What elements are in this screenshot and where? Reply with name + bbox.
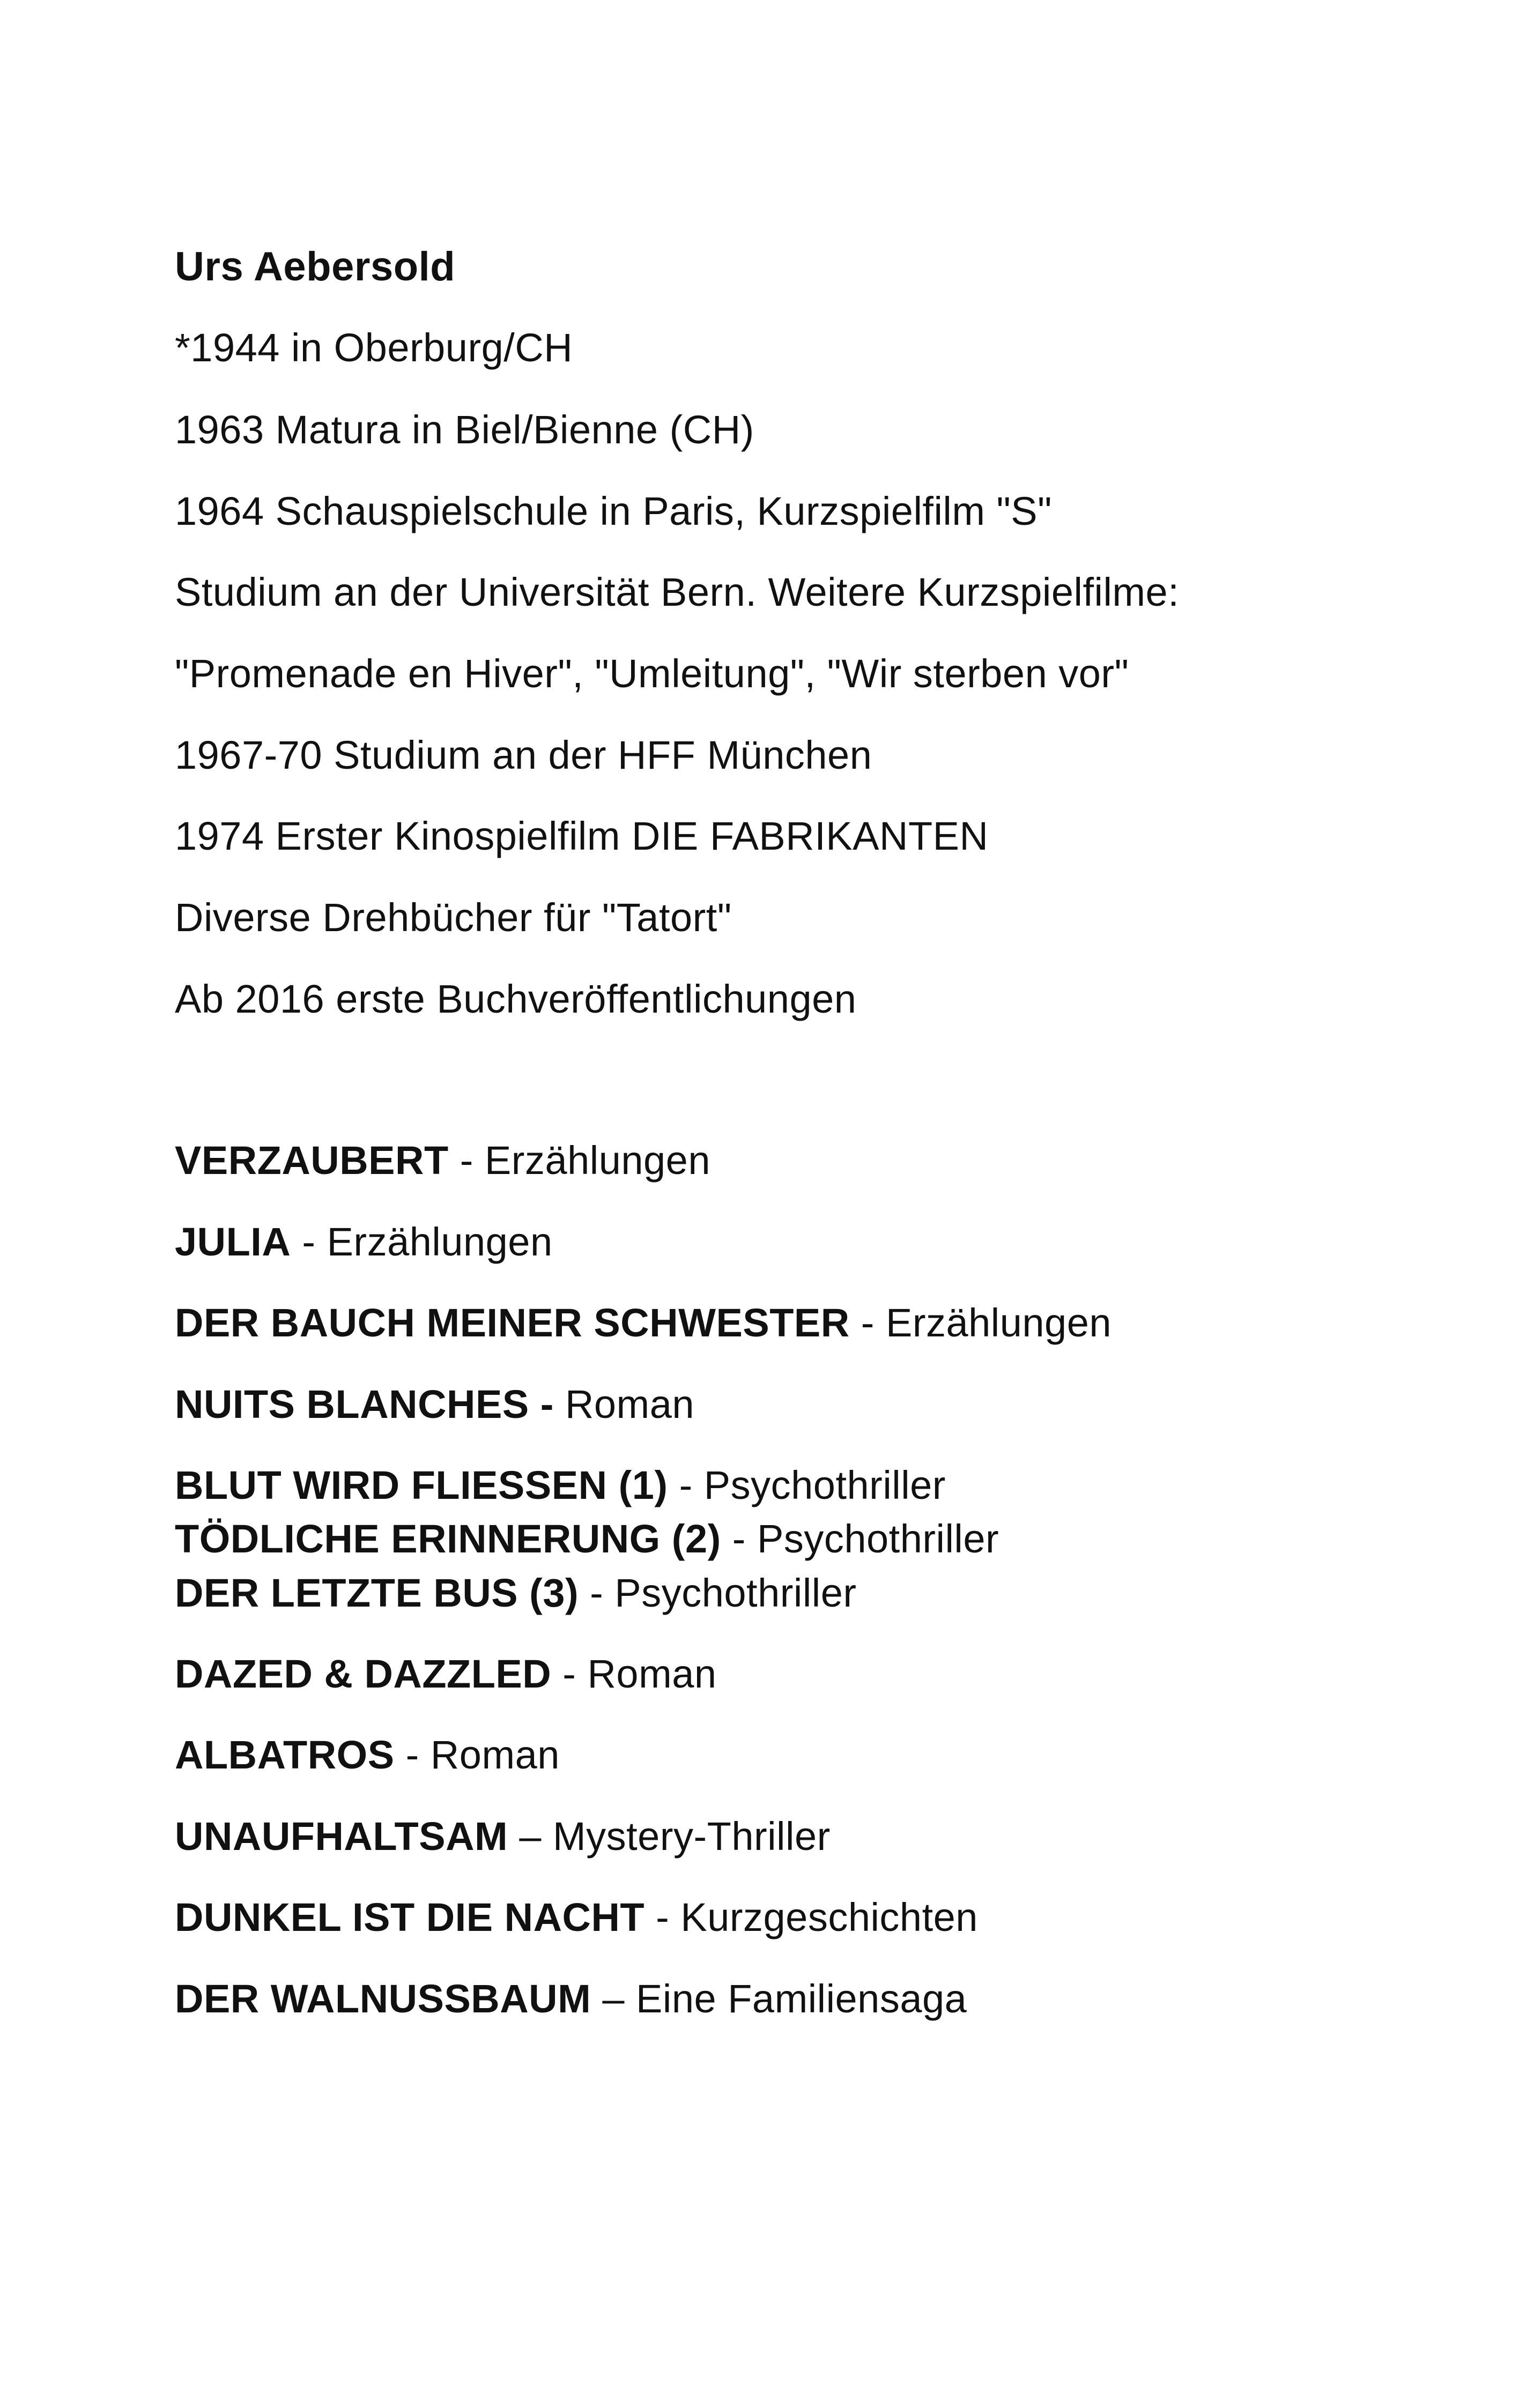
- book-genre: - Psychothriller: [579, 1571, 857, 1615]
- book-entry: [175, 1382, 694, 1426]
- bio-line: 1967-70 Studium an der HFF München: [175, 733, 872, 777]
- book-genre: - Roman: [394, 1733, 560, 1777]
- book-genre: - Psychothriller: [668, 1463, 946, 1507]
- book-genre: - Kurzgeschichten: [644, 1895, 978, 1939]
- book-title: DER LETZTE BUS (3): [175, 1571, 579, 1615]
- author-name: Urs Aebersold: [175, 244, 456, 289]
- bio-line: Studium an der Universität Bern. Weitere Kurzspielfilme:: [175, 570, 1180, 614]
- book-entry: [175, 1300, 1112, 1345]
- book-title: BLUT WIRD FLIESSEN (1): [175, 1463, 668, 1507]
- book-genre: - Erzählungen: [849, 1300, 1112, 1345]
- book-genre: - Erzählungen: [291, 1220, 553, 1264]
- book-title: JULIA: [175, 1220, 291, 1264]
- book-entry: [175, 1222, 553, 1262]
- book-entry: [175, 1138, 710, 1183]
- book-entry: [175, 1654, 717, 1694]
- bio-line: 1974 Erster Kinospielfilm DIE FABRIKANTEN: [175, 814, 989, 858]
- bio-line: 1964 Schauspielschule in Paris, Kurzspielfilm "S": [175, 489, 1052, 533]
- book-title: TÖDLICHE ERINNERUNG (2): [175, 1517, 721, 1561]
- book-entry: [175, 1895, 978, 1939]
- book-title: DER WALNUSSBAUM: [175, 1976, 591, 2021]
- book-genre: - Erzählungen: [448, 1138, 710, 1183]
- bio-line: *1944 in Oberburg/CH: [175, 325, 573, 370]
- book-entry: [175, 1463, 946, 1507]
- bio-line: Ab 2016 erste Buchveröffentlichungen: [175, 977, 857, 1021]
- bio-line: 1963 Matura in Biel/Bienne (CH): [175, 407, 754, 452]
- book-genre: - Psychothriller: [721, 1517, 999, 1561]
- book-entry: [175, 1573, 857, 1613]
- book-title: ALBATROS: [175, 1733, 395, 1777]
- book-entry: [175, 1735, 560, 1775]
- book-genre: Roman: [553, 1382, 694, 1426]
- book-title: NUITS BLANCHES -: [175, 1382, 554, 1426]
- book-genre: – Eine Familiensaga: [591, 1976, 967, 2021]
- book-genre: - Roman: [551, 1652, 717, 1696]
- book-entry: [175, 1814, 831, 1859]
- bio-line: Diverse Drehbücher für "Tatort": [175, 895, 732, 940]
- book-title: DAZED & DAZZLED: [175, 1652, 552, 1696]
- book-title: DER BAUCH MEINER SCHWESTER: [175, 1300, 850, 1345]
- book-title: VERZAUBERT: [175, 1138, 449, 1183]
- book-entry: [175, 1519, 999, 1559]
- bio-line: "Promenade en Hiver", "Umleitung", "Wir sterben vor": [175, 651, 1129, 696]
- book-genre: – Mystery-Thriller: [508, 1814, 831, 1859]
- book-title: DUNKEL IST DIE NACHT: [175, 1895, 645, 1939]
- book-title: UNAUFHALTSAM: [175, 1814, 508, 1859]
- book-entry: [175, 1976, 967, 2021]
